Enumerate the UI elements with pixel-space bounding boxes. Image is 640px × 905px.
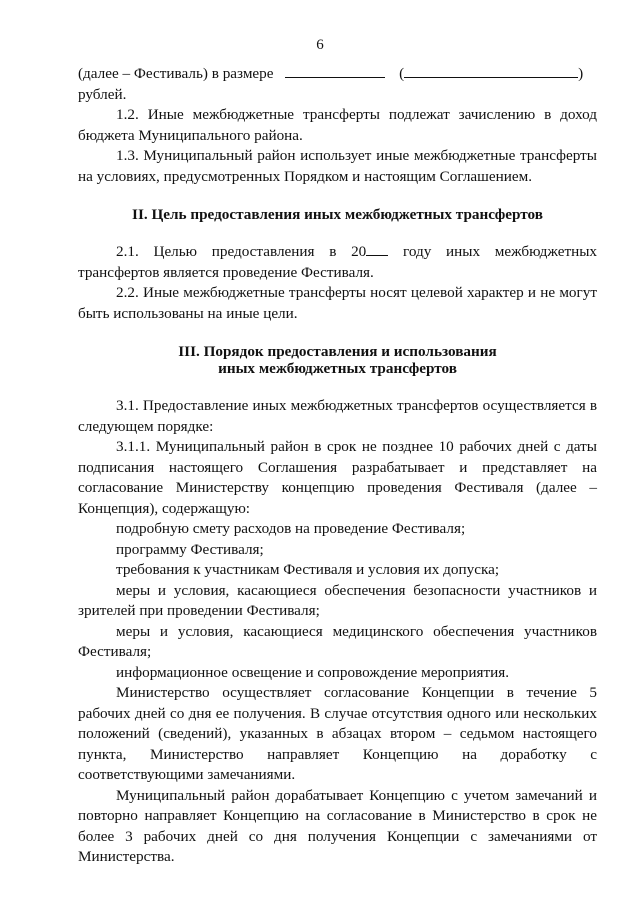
- paragraph-2-1-end: году иных межбюджетных трансфертов является проведение Фестиваля.: [78, 243, 598, 281]
- paragraph-3-1: 3.1. Предоставление иных межбюджетных трансфертов осуществляется в следующем порядке:: [78, 397, 597, 435]
- year-blank: [366, 242, 388, 256]
- section-2-title: II. Цель предоставления иных межбюджетных трансфертов: [132, 206, 543, 223]
- list-item-estimate: подробную смету расходов на проведение Фестиваля;: [116, 520, 466, 537]
- list-item-program: программу Фестиваля;: [116, 540, 264, 558]
- paragraph-2-1-start: 2.1. Целью предоставления в 20: [116, 243, 367, 260]
- paragraph-rubles: рублей.: [78, 85, 127, 103]
- section-3-title-line-2: иных межбюджетных трансфертов: [218, 360, 457, 377]
- amount-blank: [285, 64, 385, 78]
- page-number: 6: [316, 37, 324, 53]
- list-item-medical: меры и условия, касающиеся медицинского обеспечения участников Фестиваля;: [78, 622, 597, 660]
- paragraph-amount: [78, 64, 597, 85]
- list-item-requirements: требования к участникам Фестиваля и условия их допуска;: [116, 561, 500, 578]
- open-paren: (: [399, 65, 405, 82]
- section-3-title-line-1: III. Порядок предоставления и использования: [178, 343, 497, 360]
- paragraph-2-1: [78, 242, 597, 283]
- amount-text: (далее – Фестиваль) в размере: [78, 65, 274, 82]
- paragraph-1-2: 1.2. Иные межбюджетные трансферты подлежат зачислению в доход бюджета Муниципального района.: [78, 106, 597, 144]
- list-item-information: информационное освещение и сопровождение мероприятия.: [116, 663, 510, 681]
- paragraph-ministry-approval: Министерство осуществляет согласование Концепции в течение 5 рабочих дней со дня ее получения. В случае отсутствия одного или нескольких положений (сведений), указанных в абзацах втором – седьмом настоящего пункта, Министерство направляет Концепцию на доработку с соответствующими замечаниями.: [78, 684, 597, 783]
- document-body: [78, 64, 597, 868]
- amount-words-blank: [404, 64, 578, 78]
- paragraph-2-2: 2.2. Иные межбюджетные трансферты носят целевой характер и не могут быть использованы на иные цели.: [78, 284, 597, 322]
- close-paren: ): [578, 65, 584, 82]
- paragraph-1-3: 1.3. Муниципальный район использует иные межбюджетные трансферты на условиях, предусмотренных Порядком и настоящим Соглашением.: [78, 147, 597, 185]
- paragraph-municipal-revision: Муниципальный район дорабатывает Концепцию с учетом замечаний и повторно направляет Концепцию на согласование в Министерство в срок не более 3 рабочих дней со дня получения Концепции с замечаниями от Министерства.: [78, 786, 597, 865]
- paragraph-3-1-1: 3.1.1. Муниципальный район в срок не позднее 10 рабочих дней с даты подписания настоящего Соглашения разрабатывает и представляет на согласование Министерству концепцию проведения Фестиваля (далее – Концепция), содержащую:: [78, 438, 597, 517]
- list-item-safety: меры и условия, касающиеся обеспечения безопасности участников и зрителей при проведении Фестиваля;: [78, 581, 597, 619]
